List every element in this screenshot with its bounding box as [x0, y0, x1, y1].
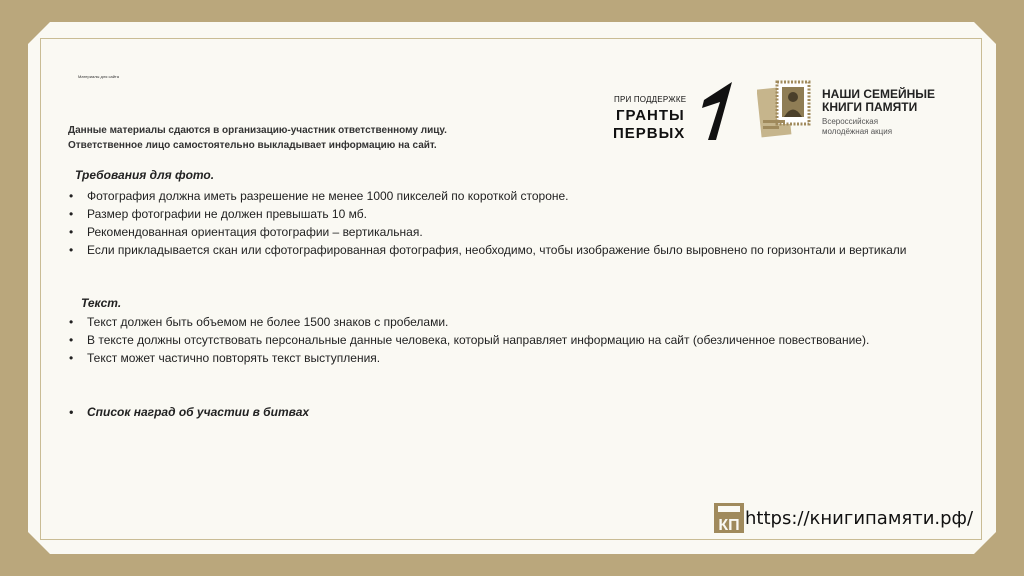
bullet-icon: • — [69, 333, 74, 347]
list-item: • В тексте должны отсутствовать персональные данные человека, который направляет информацию на сайт (обезличенное повествование). — [69, 333, 870, 347]
number-one-icon — [696, 82, 736, 144]
nashi-sub-line2: молодёжная акция — [822, 127, 893, 136]
list-item: • Рекомендованная ориентация фотографии – вертикальная. — [69, 225, 423, 239]
text-requirements-list — [68, 313, 948, 367]
nashi-sub-line1: Всероссийская — [822, 117, 879, 126]
list-item: • Текст может частично повторять текст выступления. — [69, 351, 381, 365]
grants-logo-line1: ГРАНТЫ — [616, 107, 685, 124]
bullet-icon: • — [69, 189, 74, 203]
intro-line: Ответственное лицо самостоятельно выкладывает информацию на сайт. — [68, 140, 437, 151]
intro-text — [68, 123, 447, 153]
bullet-icon: • — [69, 225, 74, 239]
list-item: • Список наград об участии в битвах — [69, 405, 310, 419]
bullet-icon: • — [69, 351, 74, 365]
bullet-icon: • — [69, 207, 74, 221]
kp-logo-text: КП — [718, 517, 740, 534]
nashi-title-line1: НАШИ СЕМЕЙНЫЕ — [822, 87, 936, 101]
intro-line: Данные материалы сдаются в организацию-участник ответственному лицу. — [68, 125, 447, 136]
site-link[interactable]: https://книгипамяти.рф/ — [745, 508, 974, 529]
grants-logo — [612, 82, 736, 144]
kp-logo-icon — [713, 502, 745, 534]
grants-logo-pre: ПРИ ПОДДЕРЖКЕ — [614, 95, 687, 104]
bullet-icon: • — [69, 243, 74, 257]
nashi-title-line2: КНИГИ ПАМЯТИ — [822, 100, 918, 114]
text-requirements-title: Текст. — [81, 296, 122, 310]
bullet-icon: • — [69, 315, 74, 329]
list-item: • Если прикладывается скан или сфотографированная фотография, необходимо, чтобы изображение было выровнено по горизонтали и вертикали — [69, 243, 907, 257]
bullet-icon: • — [69, 405, 74, 419]
nashi-logo-text — [822, 88, 935, 137]
photo-requirements-list — [68, 187, 948, 259]
photo-requirements-title: Требования для фото. — [75, 168, 215, 182]
list-item: • Размер фотографии не должен превышать 10 мб. — [69, 207, 367, 221]
awards-list — [68, 403, 948, 421]
list-item: • Текст должен быть объемом не более 1500 знаков с пробелами. — [69, 315, 449, 329]
slide-small-title: Материалы для сайта — [78, 74, 119, 79]
grants-logo-line2: ПЕРВЫХ — [613, 125, 686, 142]
stamp-photo-icon — [757, 80, 813, 140]
list-item: • Фотография должна иметь разрешение не менее 1000 пикселей по короткой стороне. — [69, 189, 569, 203]
